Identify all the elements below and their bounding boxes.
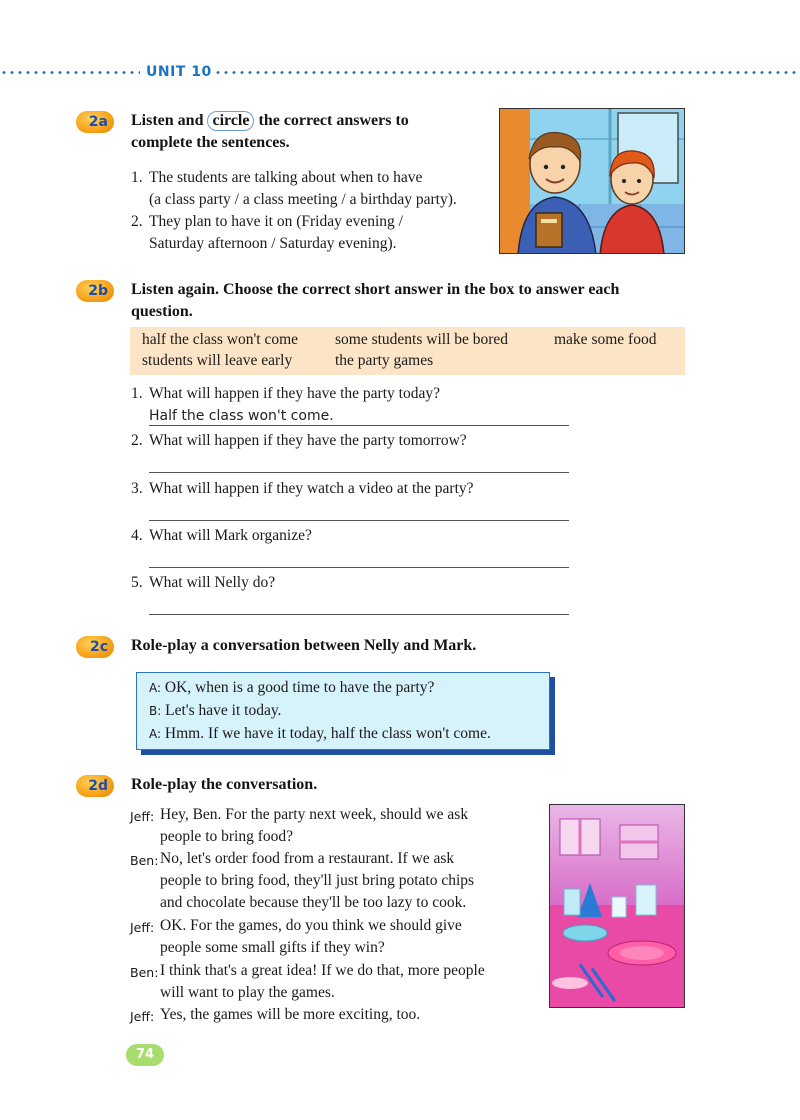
question-text: What will happen if they have the party today? <box>149 385 440 402</box>
line-text: Let's have it today. <box>165 702 282 719</box>
conversation-line <box>149 723 491 745</box>
unit-header <box>0 64 800 80</box>
conversation-line <box>149 700 281 722</box>
speaker-label: A: <box>149 727 162 741</box>
answer-1-text[interactable]: Half the class won't come. <box>149 408 334 424</box>
item-options[interactable]: (a class party / a class meeting / a birthday party). <box>149 191 457 208</box>
party-table-picture-icon <box>550 805 685 1008</box>
dialogue-text: I think that's a great idea! If we do that, more people <box>160 962 485 979</box>
badge-2d: 2d <box>76 775 114 797</box>
question-number: 4. <box>131 527 143 544</box>
dialogue-text: and chocolate because they'll be too lazy to cook. <box>160 894 467 911</box>
heading-2b-line1: Listen again. Choose the correct short answer in the box to answer each <box>131 281 620 298</box>
question-4 <box>131 525 312 547</box>
question-number: 1. <box>131 385 143 402</box>
party-photo <box>549 804 685 1008</box>
word-option: students will leave early <box>142 352 293 369</box>
heading-2c: Role-play a conversation between Nelly and Mark. <box>131 637 477 654</box>
heading-2a <box>131 110 491 154</box>
answer-line-1[interactable] <box>149 425 569 426</box>
answer-line-3[interactable] <box>149 520 569 521</box>
item-text: The students are talking about when to have <box>149 169 423 186</box>
heading-2b <box>131 279 711 323</box>
speaker-label: Jeff: <box>130 809 155 824</box>
item-number: 2. <box>131 213 143 230</box>
word-option: some students will be bored <box>335 331 509 348</box>
badge-2c: 2c <box>76 636 114 658</box>
heading-2a-line2: complete the sentences. <box>131 134 290 151</box>
answer-line-2[interactable] <box>149 472 569 473</box>
heading-2a-part1: Listen and <box>131 112 208 129</box>
heading-2a-part2: the correct answers to <box>254 112 409 129</box>
word-option: half the class won't come <box>142 331 299 348</box>
question-1 <box>131 383 440 405</box>
question-2 <box>131 430 467 452</box>
speaker-label: Ben: <box>130 965 159 980</box>
conversation-box <box>136 672 550 750</box>
question-text: What will Mark organize? <box>149 527 312 544</box>
students-illustration <box>499 108 685 254</box>
item-options[interactable]: Saturday afternoon / Saturday evening). <box>149 235 397 252</box>
unit-label: UNIT 10 <box>146 64 212 80</box>
item-2a-2 <box>131 211 403 255</box>
question-number: 3. <box>131 480 143 497</box>
dotted-rule-right <box>214 71 800 74</box>
line-text: OK, when is a good time to have the party? <box>164 679 435 696</box>
circled-word: circle <box>207 111 254 131</box>
item-text: They plan to have it on (Friday evening / <box>149 213 403 230</box>
word-option: make some food <box>554 331 657 348</box>
dialogue-text: will want to play the games. <box>160 984 335 1001</box>
dialogue-text: people to bring food, they'll just bring potato chips <box>160 872 475 889</box>
dialogue-text: people some small gifts if they win? <box>160 939 385 956</box>
badge-2b: 2b <box>76 280 114 302</box>
speaker-label: A: <box>149 681 162 695</box>
answer-line-5[interactable] <box>149 614 569 615</box>
dialogue-text: people to bring food? <box>160 828 294 845</box>
page-number: 74 <box>126 1044 164 1066</box>
speaker-label: Jeff: <box>130 1009 155 1024</box>
speaker-label: Jeff: <box>130 920 155 935</box>
speaker-label: B: <box>149 704 162 718</box>
dialogue-text: OK. For the games, do you think we should give <box>160 917 462 934</box>
question-number: 2. <box>131 432 143 449</box>
line-text: Hmm. If we have it today, half the class won't come. <box>164 725 491 742</box>
item-2a-1 <box>131 167 457 211</box>
question-text: What will Nelly do? <box>149 574 276 591</box>
speaker-label: Ben: <box>130 853 159 868</box>
question-3 <box>131 478 474 500</box>
dialogue-text: Yes, the games will be more exciting, too. <box>160 1006 421 1023</box>
dialogue-text: No, let's order food from a restaurant. If we ask <box>160 850 455 867</box>
students-picture-icon <box>500 109 685 254</box>
word-box <box>130 327 685 375</box>
question-5 <box>131 572 275 594</box>
question-text: What will happen if they watch a video at the party? <box>149 480 474 497</box>
question-text: What will happen if they have the party tomorrow? <box>149 432 467 449</box>
badge-2a: 2a <box>76 111 114 133</box>
conversation-line <box>149 677 434 699</box>
answer-line-4[interactable] <box>149 567 569 568</box>
dialogue-text: Hey, Ben. For the party next week, should we ask <box>160 806 469 823</box>
word-option: the party games <box>335 352 434 369</box>
heading-2d: Role-play the conversation. <box>131 776 318 793</box>
dotted-rule-left <box>0 71 140 74</box>
heading-2b-line2: question. <box>131 303 193 320</box>
question-number: 5. <box>131 574 143 591</box>
item-number: 1. <box>131 169 143 186</box>
